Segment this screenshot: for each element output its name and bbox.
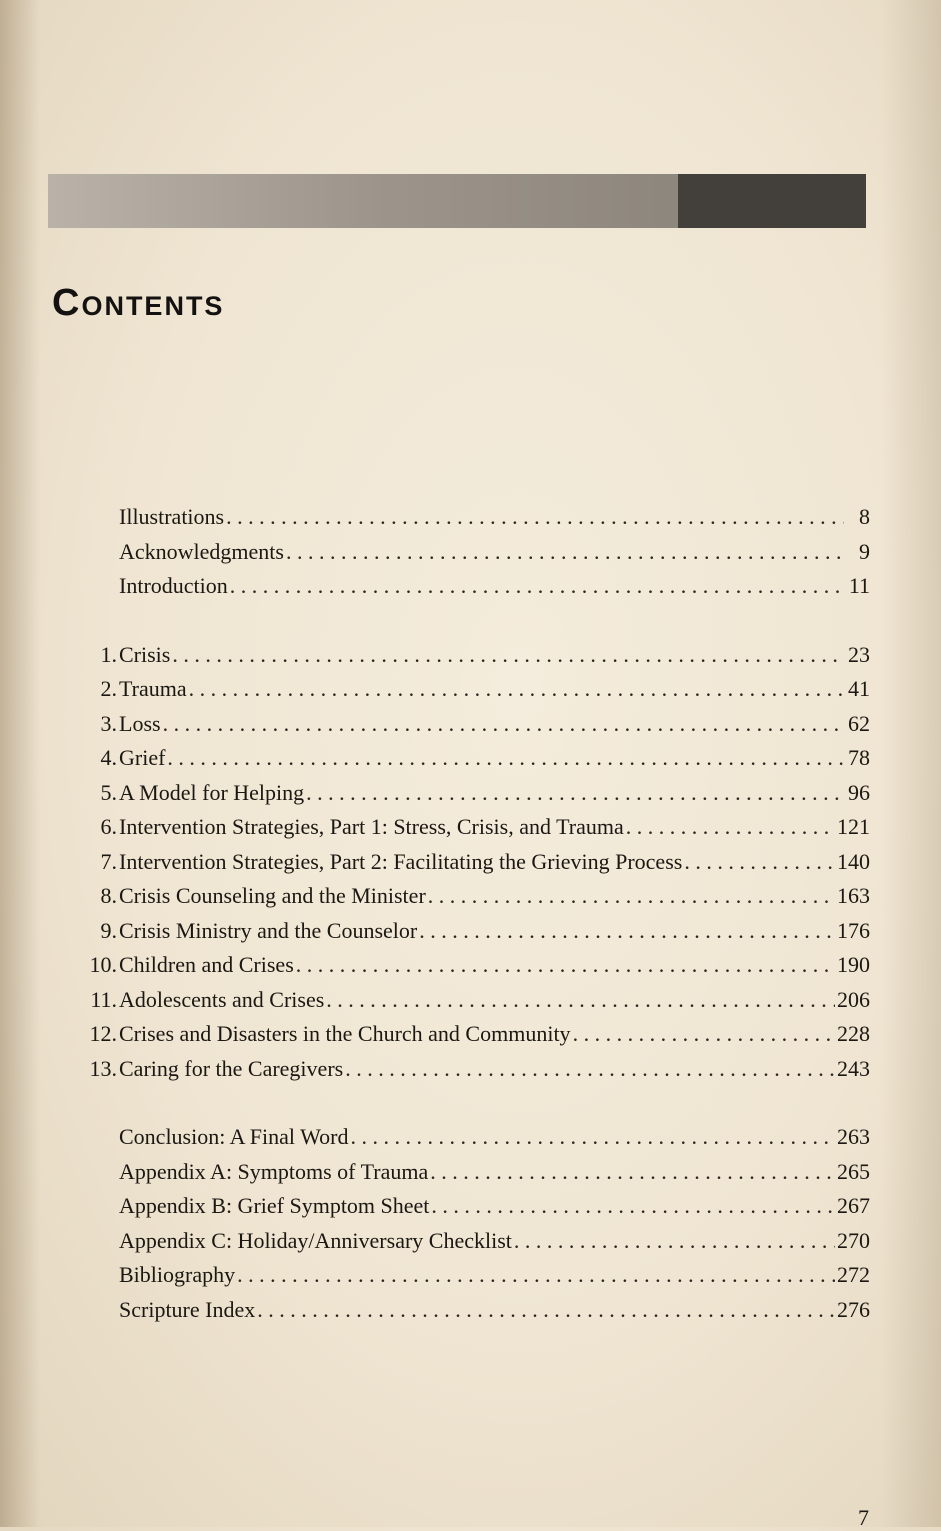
dot-leader bbox=[626, 810, 835, 845]
toc-entry-title: Illustrations bbox=[119, 504, 225, 529]
dot-leader bbox=[306, 776, 844, 811]
toc-entry bbox=[76, 1189, 870, 1224]
toc-entry-page: 265 bbox=[837, 1158, 870, 1184]
table-of-contents bbox=[76, 500, 870, 1327]
toc-entry-page: 163 bbox=[837, 883, 870, 908]
toc-entry-title: Children and Crises bbox=[119, 952, 294, 977]
toc-entry bbox=[76, 1155, 870, 1190]
dot-leader bbox=[326, 983, 835, 1018]
toc-entry-number: 3. bbox=[100, 710, 117, 736]
toc-entry bbox=[76, 776, 870, 811]
dot-leader bbox=[350, 1120, 835, 1155]
toc-entry-title: A Model for Helping bbox=[119, 779, 305, 805]
toc-entry bbox=[76, 569, 870, 604]
toc-entry-title: Grief bbox=[119, 745, 166, 770]
toc-entry-page: 276 bbox=[837, 1296, 870, 1322]
page-edge-shadow bbox=[881, 0, 941, 1527]
toc-entry-page: 62 bbox=[848, 710, 870, 736]
toc-entry-number: 13. bbox=[89, 1055, 117, 1081]
toc-entry bbox=[76, 845, 870, 880]
toc-entry-page: 96 bbox=[848, 779, 870, 805]
dot-leader bbox=[684, 845, 835, 880]
toc-entry bbox=[76, 879, 870, 914]
toc-entry bbox=[76, 1258, 870, 1293]
toc-entry bbox=[76, 1120, 870, 1155]
toc-entry-title: Crisis Ministry and the Counselor bbox=[119, 917, 418, 943]
dot-leader bbox=[345, 1052, 835, 1087]
toc-entry bbox=[76, 741, 870, 776]
toc-entry-page: 23 bbox=[848, 641, 870, 667]
toc-entry-title: Conclusion: A Final Word bbox=[119, 1124, 349, 1149]
header-decorative-bar bbox=[48, 174, 866, 228]
toc-entry-page: 78 bbox=[848, 745, 870, 770]
toc-entry-title: Scripture Index bbox=[119, 1296, 256, 1322]
toc-entry-number: 11. bbox=[90, 986, 117, 1012]
toc-entry-title: Trauma bbox=[119, 676, 187, 701]
toc-entry bbox=[76, 672, 870, 707]
toc-entry-title: Acknowledgments bbox=[119, 538, 284, 564]
toc-entry bbox=[76, 500, 870, 535]
toc-entry-title: Crisis Counseling and the Minister bbox=[119, 883, 426, 908]
toc-entry bbox=[76, 638, 870, 673]
toc-entry-page: 176 bbox=[837, 917, 870, 943]
toc-entry-page: 9 bbox=[859, 538, 870, 564]
toc-entry-title: Intervention Strategies, Part 2: Facilitating the Grieving Process bbox=[119, 848, 683, 874]
toc-entry-page: 140 bbox=[837, 848, 870, 874]
toc-entry bbox=[76, 1224, 870, 1259]
dot-leader bbox=[296, 948, 835, 983]
toc-entry-number: 2. bbox=[100, 676, 117, 701]
dot-leader bbox=[286, 535, 844, 570]
toc-entry-title: Adolescents and Crises bbox=[119, 986, 325, 1012]
toc-entry-title: Introduction bbox=[119, 573, 228, 598]
toc-entry bbox=[76, 707, 870, 742]
toc-entry-page: 243 bbox=[837, 1055, 870, 1081]
toc-entry-number: 1. bbox=[100, 641, 117, 667]
toc-entry bbox=[76, 1293, 870, 1328]
toc-entry-number: 8. bbox=[100, 883, 117, 908]
toc-entry-number: 7. bbox=[100, 848, 117, 874]
toc-entry-title: Crises and Disasters in the Church and Community bbox=[119, 1021, 571, 1046]
header-bar-dark-block bbox=[678, 174, 866, 228]
dot-leader bbox=[172, 638, 844, 673]
dot-leader bbox=[428, 879, 835, 914]
toc-entry-number: 6. bbox=[100, 814, 117, 839]
toc-entry-title: Caring for the Caregivers bbox=[119, 1055, 344, 1081]
toc-entry-number: 4. bbox=[100, 745, 117, 770]
page-title: Contents bbox=[52, 282, 225, 324]
toc-entry-page: 11 bbox=[848, 573, 870, 598]
dot-leader bbox=[419, 914, 835, 949]
toc-entry-title: Appendix B: Grief Symptom Sheet bbox=[119, 1193, 430, 1218]
toc-entry-title: Appendix C: Holiday/Anniversary Checklist bbox=[119, 1227, 512, 1253]
dot-leader bbox=[189, 672, 844, 707]
toc-entry-number: 9. bbox=[100, 917, 117, 943]
toc-entry-number: 5. bbox=[100, 779, 117, 805]
page-gutter-shadow bbox=[0, 0, 40, 1527]
toc-entry-page: 206 bbox=[837, 986, 870, 1012]
dot-leader bbox=[430, 1155, 835, 1190]
dot-leader bbox=[163, 707, 844, 742]
toc-entry bbox=[76, 983, 870, 1018]
toc-entry-title: Loss bbox=[119, 710, 161, 736]
dot-leader bbox=[257, 1293, 835, 1328]
toc-entry-page: 121 bbox=[837, 814, 870, 839]
toc-entry bbox=[76, 1052, 870, 1087]
chapter-list bbox=[76, 638, 870, 1087]
page-number: 7 bbox=[858, 1505, 869, 1530]
toc-entry-page: 8 bbox=[859, 504, 870, 529]
dot-leader bbox=[431, 1189, 835, 1224]
dot-leader bbox=[226, 500, 844, 535]
dot-leader bbox=[573, 1017, 835, 1052]
toc-entry-title: Appendix A: Symptoms of Trauma bbox=[119, 1158, 429, 1184]
toc-entry-title: Crisis bbox=[119, 641, 171, 667]
toc-entry-page: 270 bbox=[837, 1227, 870, 1253]
back-matter-list bbox=[76, 1120, 870, 1327]
toc-entry-page: 267 bbox=[837, 1193, 870, 1218]
toc-entry-page: 190 bbox=[837, 952, 870, 977]
toc-entry-page: 263 bbox=[837, 1124, 870, 1149]
toc-entry bbox=[76, 535, 870, 570]
toc-entry bbox=[76, 948, 870, 983]
front-matter-list bbox=[76, 500, 870, 604]
toc-entry-page: 228 bbox=[837, 1021, 870, 1046]
toc-entry-title: Bibliography bbox=[119, 1262, 236, 1287]
toc-entry bbox=[76, 1017, 870, 1052]
dot-leader bbox=[514, 1224, 835, 1259]
dot-leader bbox=[230, 569, 844, 604]
toc-entry-page: 272 bbox=[837, 1262, 870, 1287]
toc-entry bbox=[76, 810, 870, 845]
dot-leader bbox=[167, 741, 844, 776]
toc-entry-number: 10. bbox=[89, 952, 117, 977]
toc-entry-title: Intervention Strategies, Part 1: Stress, Crisis, and Trauma bbox=[119, 814, 624, 839]
toc-entry bbox=[76, 914, 870, 949]
dot-leader bbox=[237, 1258, 835, 1293]
toc-entry-page: 41 bbox=[848, 676, 870, 701]
toc-entry-number: 12. bbox=[89, 1021, 117, 1046]
